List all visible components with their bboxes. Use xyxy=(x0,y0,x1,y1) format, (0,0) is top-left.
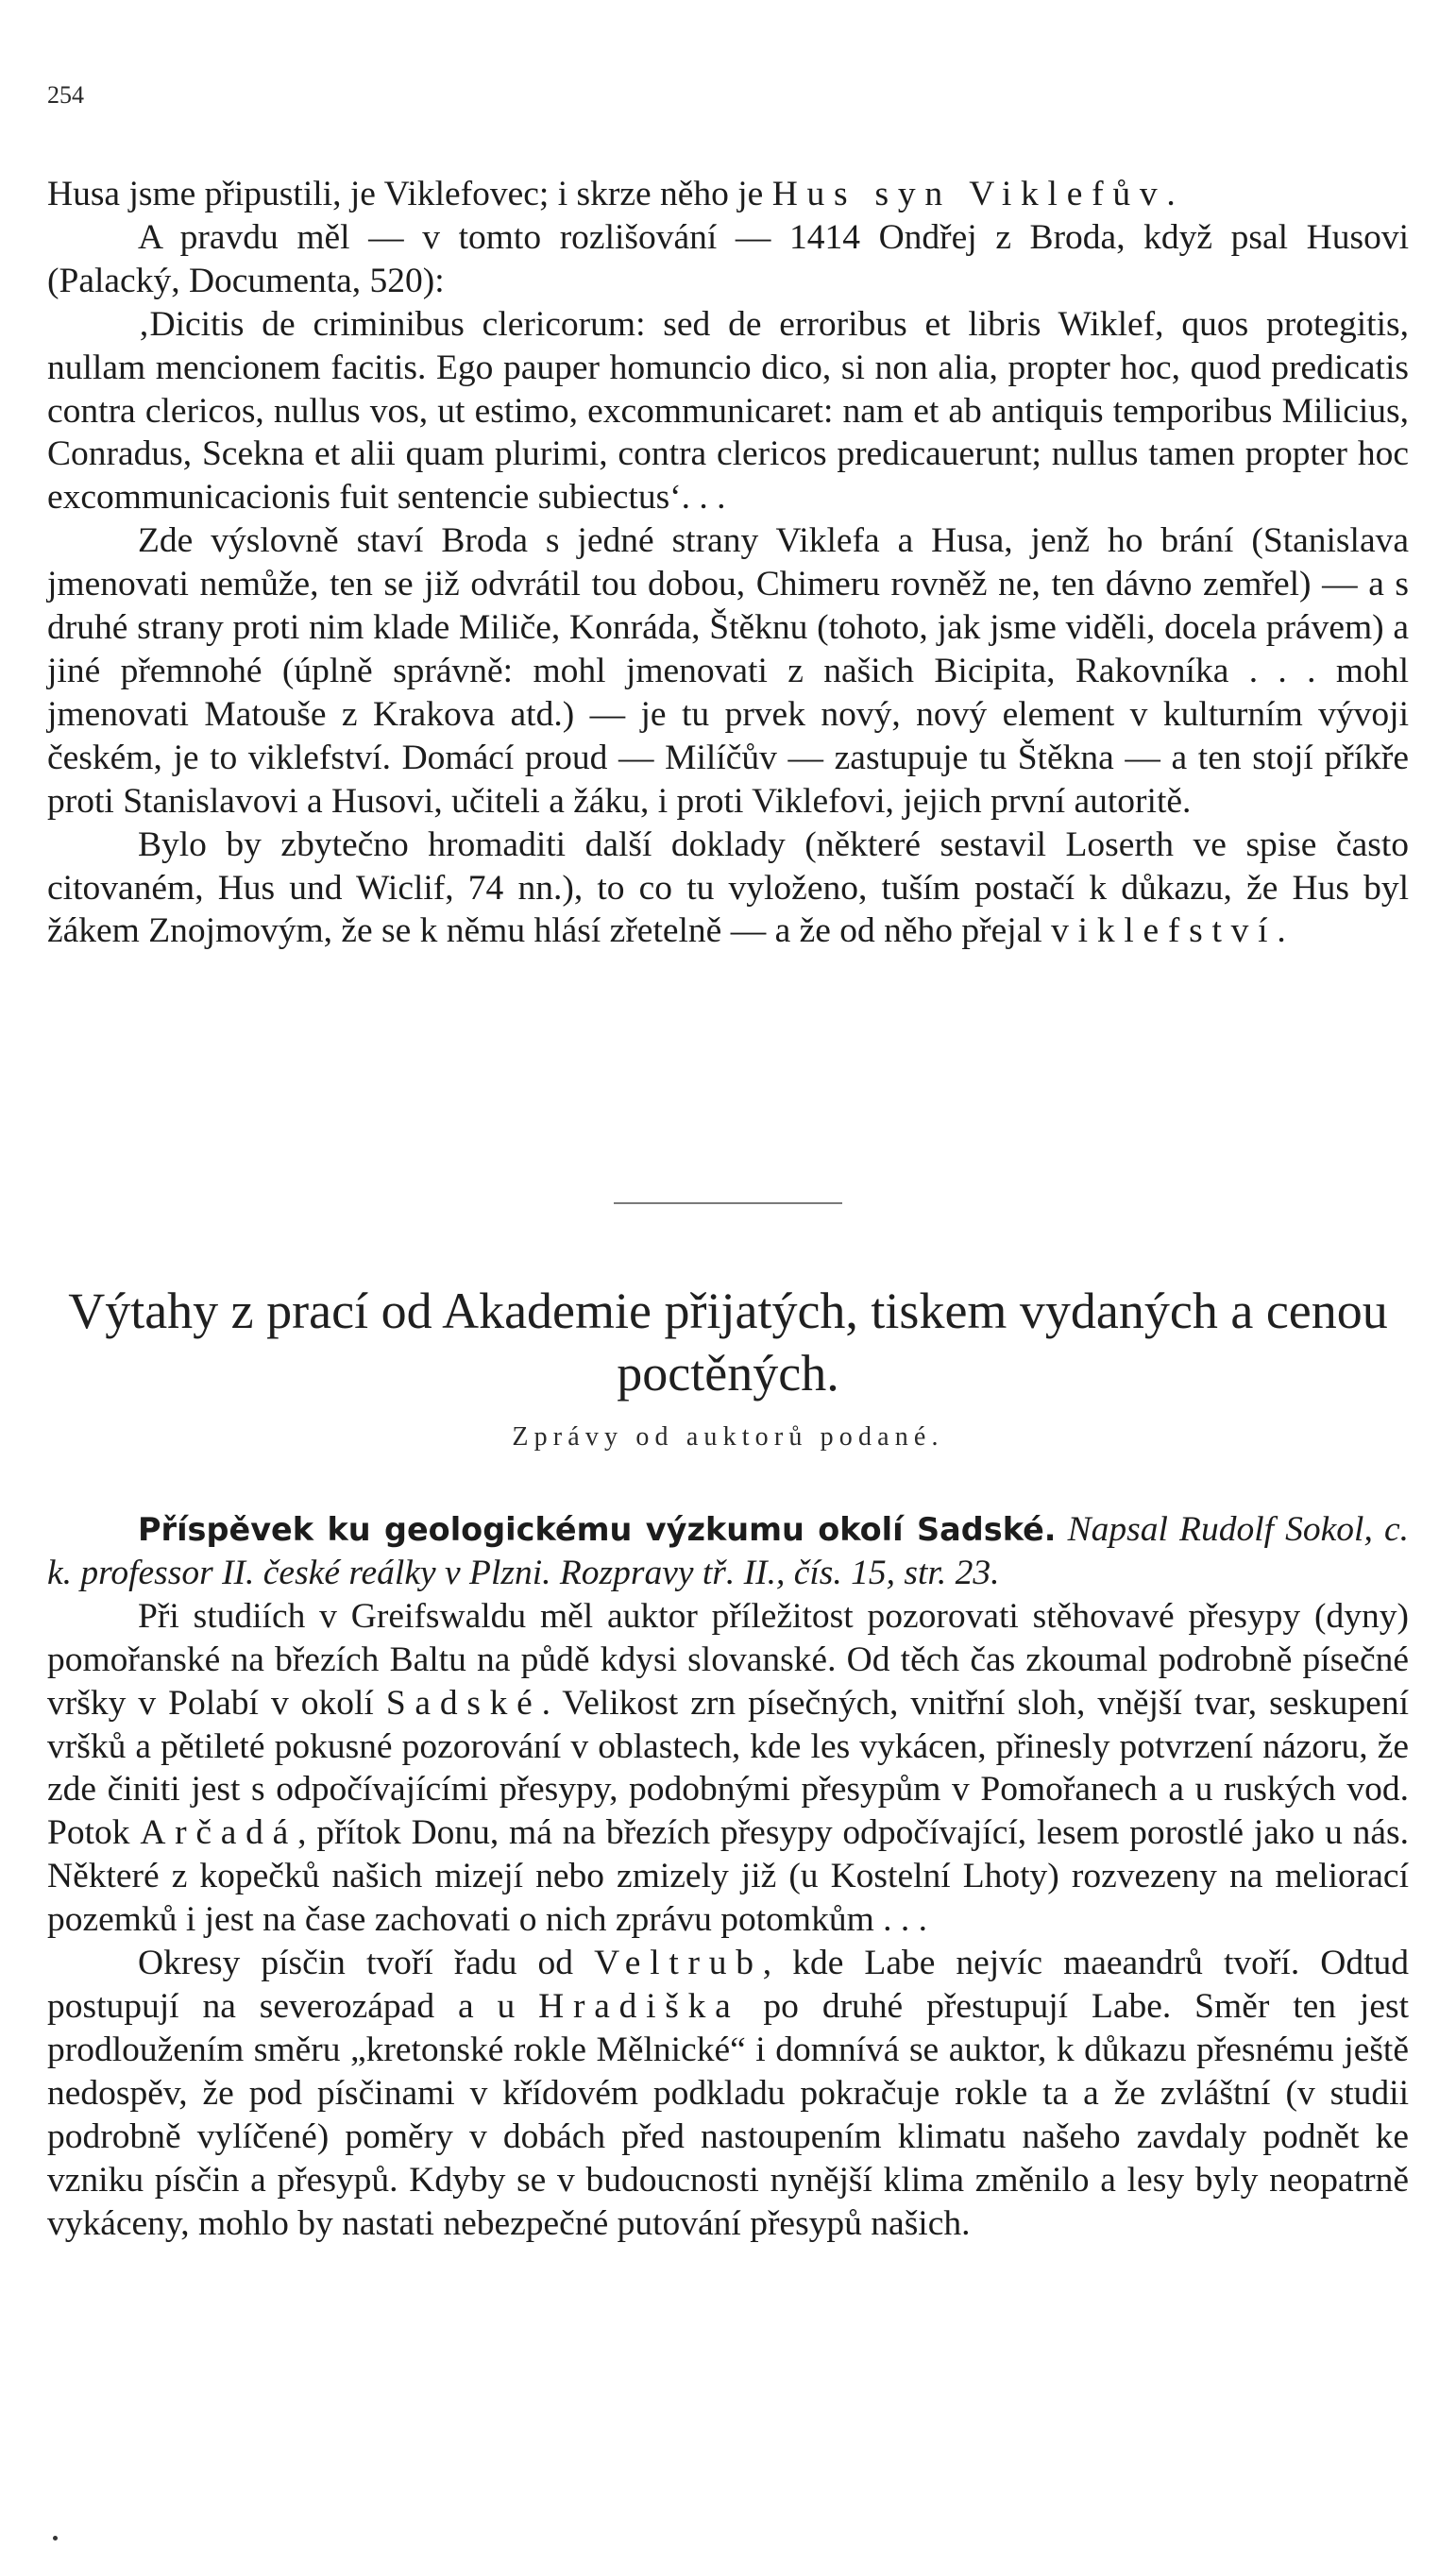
paragraph-zbytecno-hromaditi: Bylo by zbytečno hromaditi další doklady (některé sestavil Loserth ve spise často citovaném, Hus und Wiclif, 74 nn.), to co tu vyloženo, tuším postačí k důkazu, že Hus byl žákem Znojmovým, že se k němu hlásí zřetelně — a že od něho přejal viklefství. xyxy=(47,824,1409,951)
section-divider xyxy=(614,1202,842,1204)
entry-title: Příspěvek ku geologickému výzkumu okolí Sadské. xyxy=(138,1511,1057,1548)
entry-paragraph-greifswald: Při studiích v Greifswaldu měl auktor příležitost pozorovati stěhovavé přesypy (dyny) pomořanské na březích Baltu na půdě kdysi slovanské. Od těch čas zkoumal podrobně písečné vršky v Polabí v okolí Sadské. Velikost zrn písečných, vnitřní sloh, vnější tvar, seskupení vršků a pětileté pokusné pozorování v oblastech, kde les vykácen, přinesly potvrzení názoru, že zde činiti jest s odpočívajícími přesypy, podobnými přesypům v Pomořanech a u ruských vod. Potok Arčadá, přítok Donu, má na březích přesypy odpočívající, lesem porostlé jako u nás. Některé z kopečků našich mizejí nebo zmizely již (u Kostelní Lhoty) rozvezeny na meliorací pozemků i jest na čase zachovati o nich zprávu potomkům . . . xyxy=(47,1596,1410,1940)
spaced-emphasis: Veltrub xyxy=(594,1944,763,1983)
entry-header xyxy=(47,1508,1409,1595)
stray-ink-mark xyxy=(53,2536,58,2541)
entry-paragraph-okresy-piscin: Okresy písčin tvoří řadu od Veltrub, kde Labe nejvíc maeandrů tvoří. Odtud postupují na severozápad a u Hradiška po druhé přestupují Labe. Směr ten jest prodloužením směru „kretonské rokle Mělnické“ i domnívá se auktor, k důkazu přesnému ještě nedospěv, že pod písčinami v křídovém podkladu pokračuje rokle ta a že zvláštní (v studii podrobně vylíčené) poměry v dobách před nastoupením klimatu našeho zavdaly podnět ke vzniku písčin a přesypů. Kdyby se v budoucnosti nynější klima změnilo a lesy byly neopatrně vykáceny, mohlo by nastati nebezpečné putování přesypů našich. xyxy=(47,1944,1409,2243)
latin-quotation: ‚Dicitis de criminibus clericorum: sed de erroribus et libris Wiklef, quos protegitis, nullam mencionem facitis. Ego pauper homuncio dico, si non alia, propter hoc, quod predicatis contra clericos, nullus vos, ut estimo, excommunicaret: nam et ab antiquis temporibus Milicius, Conradus, Scekna et alii quam plurimi, contra clericos predicauerunt; nullus tamen propter hoc excommunicacionis fuit sentencie subiectus‘. . . xyxy=(47,304,1409,518)
paragraph-broda-stavi: Zde výslovně staví Broda s jedné strany Viklefa a Husa, jenž ho brání (Stanislava jmenovati nemůže, ten se již odvrátil tou dobou, Chimeru rovněž ne, ten dávno zemřel) — a s druhé strany proti nim klade Miliče, Konráda, Štěknu (tohoto, jak jsme viděli, docela právem) a jiné přemnohé (úplně správně: mohl jmenovati z našich Bicipita, Rakovníka . . . mohl jmenovati Matouše z Krakova atd.) — je tu prvek nový, nový element v kulturním vývoji českém, je to viklefství. Domácí proud — Milíčův — zastupuje tu Štěkna — a ten stojí příkře proti Stanislavovi a Husovi, učiteli a žáku, i proti Viklefovi, jejich první autoritě. xyxy=(47,521,1409,821)
abstract-entry xyxy=(47,1508,1409,2245)
paragraph-text: Husa jsme připustili, je Viklefovec; i skrze něho je xyxy=(47,175,772,213)
paragraph-husa-viklefovec xyxy=(47,173,1409,216)
spaced-emphasis: viklefství xyxy=(1051,911,1278,951)
section-subtitle: Zprávy od auktorů podané. xyxy=(512,1422,944,1452)
section-heading: Výtahy z prací od Akademie přijatých, tiskem vydaných a cenou poctěných. xyxy=(68,1283,1388,1402)
spaced-emphasis: Sadské xyxy=(385,1683,542,1723)
paragraph-text: . xyxy=(1166,175,1176,213)
entry-byline: Napsal Rudolf Sokol, c. k. professor II. české reálky v Plzni. Rozpravy tř. II., čís. 15, str. 23. xyxy=(47,1510,1409,1592)
continuation-text xyxy=(47,173,1409,953)
spaced-emphasis: Hus syn Viklefův xyxy=(771,175,1167,213)
spaced-emphasis: Arčadá xyxy=(140,1813,298,1853)
spaced-emphasis: Hradiška xyxy=(538,1986,740,2026)
page-number: 254 xyxy=(47,81,84,109)
paragraph-ondrej-z-broda: A pravdu měl — v tomto rozlišování — 1414 Ondřej z Broda, když psal Husovi (Palacký, Documenta, 520): xyxy=(47,217,1409,300)
